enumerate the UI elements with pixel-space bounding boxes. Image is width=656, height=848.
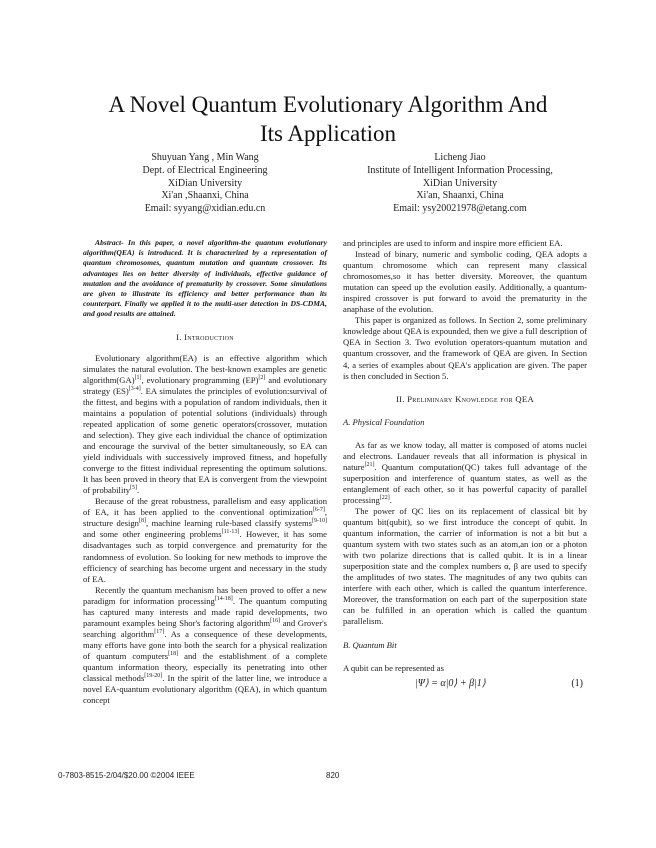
- paragraph-text: . However, it has some disadvantages such as torpid convergence and prematurity for the randomness of evolution. So looking for new methods to improve the efficiency of searching has become urgent and necessary in the study of EA.: [83, 529, 327, 584]
- paragraph-text: . As a consequence of these developments, many efforts have gone into both the search for a physical realization of quantum computers: [83, 628, 327, 661]
- citation: [14-18]: [214, 595, 233, 602]
- section-heading-preliminary: II. Preliminary Knowledge for QEA: [395, 393, 534, 404]
- paragraph-text: , structure design: [83, 507, 327, 529]
- paragraph-text: The power of QC lies on its replacement of classical bit by quantum bit(qubit), so we first introduce the concept of qubit. In quantum information, the carrier of information is not a bit but a quantum system with two states such as an atom,an ion or a photon with two polarize directions that is called qubit. It is in a linear superposition state and the complex numbers α, β are used to specify the amplitudes of two states. The magnitudes of any two qubits can interfere with each other, which is called the quantum interference. Moreover, the transformation on each part of the superposition state can be fulfilled in an operation which is called the quantum parallelism.: [343, 505, 587, 627]
- paragraph-text: .: [389, 494, 392, 505]
- paragraph-text: and the establishment of a complete quantum information theory, especially its penetrating into other classical methods: [83, 650, 328, 684]
- author-location: Xi'an ,Shaanxi, China: [161, 190, 249, 202]
- abstract: [83, 238, 327, 320]
- paper-title: [0, 90, 656, 148]
- author-location: Xi'an, Shaanxi, China: [416, 190, 504, 202]
- subsection-heading-physical: A. Physical Foundation: [343, 416, 425, 427]
- paragraph-text: This paper is organized as follows. In Section 2, some preliminary knowledge about QEA is expounded, then we give a full description of QEA in Section 3. Two evolution operators-quantum mutation and quantum crossover, and the framework of QEA are given. In Section 4, a series of examples about QEA's application are given. The paper is then concluded in Section 5.: [343, 315, 587, 381]
- abstract-label: Abstract-: [95, 238, 124, 247]
- author-names: Licheng Jiao: [434, 152, 486, 163]
- author-block-2: [340, 152, 580, 216]
- author-dept: Dept. of Electrical Engineering: [142, 164, 268, 176]
- qubit-intro: A qubit can be represented as: [343, 662, 444, 673]
- section-heading-introduction: I. Introduction: [176, 331, 234, 342]
- paragraph-text: , machine learning rule-based classify systems: [145, 518, 312, 529]
- author-email: Email: syyang@xidian.edu.cn: [144, 203, 266, 215]
- paragraph-text: and Grover's searching algorithm: [83, 617, 328, 639]
- equation-1: [343, 678, 587, 689]
- equation-number: (1): [571, 677, 583, 689]
- citation: [17]: [154, 628, 165, 635]
- citation: [2]: [258, 374, 266, 381]
- citation: [11-13]: [221, 529, 240, 536]
- author-email: Email: ysy20021978@etang.com: [393, 203, 527, 215]
- paragraph: [343, 238, 587, 249]
- paragraph-text: . The quantum computing has captured many interests and made rapid developments, two paramount examples being Shor's factoring algorithm: [83, 595, 327, 628]
- left-column: [83, 238, 327, 706]
- paragraph: [83, 585, 327, 707]
- citation: [9-10]: [312, 518, 327, 525]
- citation: [16]: [270, 617, 281, 624]
- paragraph-text: Recently the quantum mechanism has been proved to offer a new paradigm for information processing: [83, 584, 327, 606]
- paragraph-text: .: [137, 485, 140, 496]
- author-names: Shuyuan Yang , Min Wang: [151, 152, 259, 163]
- right-column: [343, 238, 587, 689]
- paragraph-text: and evolutionary strategy (ES): [83, 374, 328, 396]
- citation: [18]: [168, 651, 179, 658]
- title-line-1: A Novel Quantum Evolutionary Algorithm And: [108, 92, 548, 117]
- paragraph-text: Because of the great robustness, parallelism and easy application of EA, it has been applied to the conventional optimization: [83, 496, 327, 518]
- citation: [3-4]: [128, 385, 141, 392]
- paragraph-text: . Quantum computation(QC) takes full advantage of the superposition and interference of quantum states, as well as the entanglement of each other, so it has powerful capacity of parallel processing: [343, 461, 587, 505]
- subsection-heading-qubit: B. Quantum Bit: [343, 639, 397, 650]
- author-university: XiDian University: [167, 177, 243, 189]
- citation: [22]: [379, 495, 390, 502]
- paragraph: [83, 496, 327, 584]
- paragraph: [343, 315, 587, 381]
- paragraph-text: Evolutionary algorithm(EA) is an effective algorithm which simulates the natural evolution. The best-known examples are genetic algorithm(GA): [83, 352, 327, 385]
- page-number: 820: [326, 771, 340, 780]
- introduction-body: [83, 353, 327, 707]
- paragraph: [343, 249, 587, 315]
- footer-isbn: 0-7803-8515-2/04/$20.00 ©2004 IEEE: [58, 771, 195, 780]
- citation: [8]: [138, 518, 146, 525]
- paragraph-text: and principles are used to inform and inspire more efficient EA.: [343, 238, 563, 248]
- paragraph: [343, 506, 587, 628]
- author-block-1: [80, 152, 330, 216]
- author-dept: Institute of Intelligent Information Processing,: [367, 164, 553, 176]
- paragraph-text: As far as we know today, all matter is composed of atoms nuclei and electrons. Landauer reveals that all information is physical in nature: [343, 439, 587, 472]
- physical-foundation-body: [343, 440, 587, 628]
- paragraph-text: and some other engineering problems: [83, 529, 222, 540]
- introduction-continued: [343, 238, 587, 382]
- citation: [19-20]: [144, 673, 163, 680]
- author-university: XiDian University: [422, 177, 498, 189]
- equation-text: |Ψ⟩ = α|0⟩ + β|1⟩: [415, 677, 486, 689]
- citation: [6-7]: [312, 507, 325, 514]
- citation: [21]: [364, 461, 375, 468]
- paragraph: [83, 353, 327, 497]
- paragraph-text: , evolutionary programming (EP): [141, 374, 259, 385]
- paragraph: [343, 440, 587, 506]
- abstract-text: In this paper, a novel algorithm-the quantum evolutionary algorithm(QEA) is introduced. It is characterized by a representation of quantum chromosomes, quantum mutation and quantum crossover. Its advantages lies on better diversity of individuals, effective guidance of mutation and the avoidance of prematurity by crossover. Some simulations are given to illustrate its efficiency and better performance than its counterpart. Finally we applied it to the multi-user detection in DS-CDMA, and good results are attained.: [83, 238, 327, 319]
- citation: [1]: [134, 374, 142, 381]
- title-line-2: Its Application: [259, 121, 397, 146]
- paragraph-text: Instead of binary, numeric and symbolic coding, QEA adopts a quantum chromosome which can represent many classical chromosomes,so it has better diversity. Moreover, the quantum mutation can speed up the evolution easily. Additionally, a quantum-inspired crossover is put forward to avoid the prematurity in the anaphase of the evolution.: [343, 249, 587, 315]
- citation: [5]: [130, 485, 138, 492]
- paragraph-text: . In the spirit of the latter line, we introduce a novel EA-quantum evolutionary algorithm (QEA), in which quantum concept: [83, 673, 327, 706]
- paragraph-text: . EA simulates the principles of evolution:survival of the fittest, and begins with a population of random individuals, then it maintains a population of potential solutions (individuals) through repeated application of some genetic operators(crossover, mutation and selection). They give each individual the chance of optimization and encourage the survival of the better simultaneously, so EA can yield individuals with successively improved fitness, and hopefully converge to the fittest individual representing the optimum solutions. It has been proved in theory that EA is convergent from the viewpoint of probability: [83, 385, 327, 496]
